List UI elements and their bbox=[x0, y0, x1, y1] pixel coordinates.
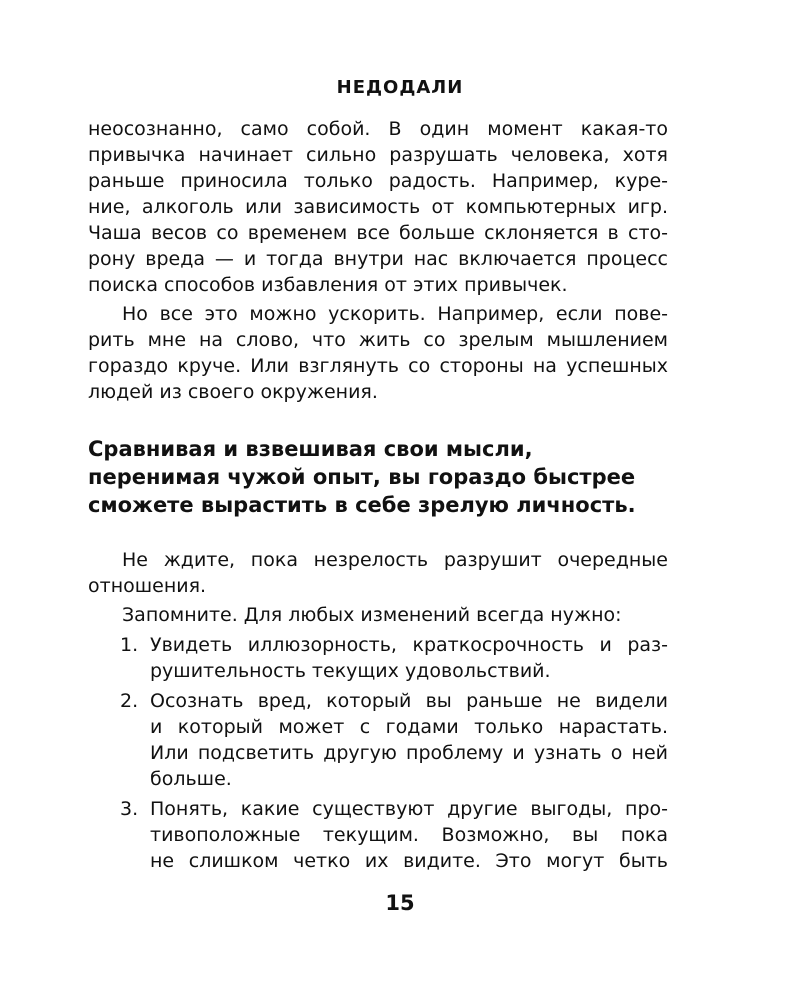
text-line: и который может с годами только нарастать. bbox=[150, 716, 668, 738]
list-item bbox=[88, 796, 668, 874]
list-number: 1. bbox=[120, 634, 139, 656]
text-line: рону вреда — и тогда внутри нас включается процесс bbox=[88, 248, 668, 270]
list-item bbox=[88, 688, 668, 792]
text-line: поиска способов избавления от этих привычек. bbox=[88, 274, 568, 296]
page-number: 15 bbox=[385, 891, 415, 915]
paragraph bbox=[88, 301, 668, 405]
text-line: Но все это можно ускорить. Например, если пове- bbox=[122, 303, 668, 325]
text-line: рушительность текущих удовольствий. bbox=[150, 660, 551, 682]
text-line: неосознанно, само собой. В один момент какая-то bbox=[88, 118, 668, 140]
list-number: 2. bbox=[120, 690, 139, 712]
text-line: людей из своего окружения. bbox=[88, 381, 378, 403]
text-line: больше. bbox=[150, 768, 232, 790]
text-line: Чаша весов со временем все больше склоняется в сто- bbox=[88, 222, 668, 244]
text-line: Осознать вред, который вы раньше не видели bbox=[150, 690, 668, 712]
text-line: Увидеть иллюзорность, краткосрочность и раз- bbox=[150, 634, 668, 656]
text-line: Запомните. Для любых изменений всегда нужно: bbox=[122, 604, 622, 626]
pull-quote-line: сможете вырастить в себе зрелую личность. bbox=[88, 493, 636, 517]
paragraph bbox=[88, 116, 668, 298]
page-body bbox=[88, 116, 668, 874]
text-line: Или подсветить другую проблему и узнать о ней bbox=[150, 742, 668, 764]
paragraph bbox=[88, 602, 668, 628]
paragraph bbox=[88, 547, 668, 599]
numbered-list bbox=[88, 632, 668, 874]
pull-quote-line: перенимая чужой опыт, вы гораздо быстрее bbox=[88, 465, 636, 489]
pull-quote-line: Сравнивая и взвешивая свои мысли, bbox=[88, 437, 533, 461]
text-line: Понять, какие существуют другие выгоды, про- bbox=[150, 798, 668, 820]
list-number: 3. bbox=[120, 798, 139, 820]
list-item bbox=[88, 632, 668, 684]
text-line: привычка начинает сильно разрушать человека, хотя bbox=[88, 144, 668, 166]
pull-quote bbox=[88, 435, 668, 519]
text-line: гораздо круче. Или взглянуть со стороны на успешных bbox=[88, 355, 668, 377]
text-line: рить мне на слово, что жить со зрелым мышлением bbox=[88, 329, 668, 351]
text-line: тивоположные текущим. Возможно, вы пока bbox=[150, 824, 668, 846]
text-line: отношения. bbox=[88, 575, 207, 597]
text-line: не слишком четко их видите. Это могут быть bbox=[150, 850, 668, 872]
text-line: Не ждите, пока незрелость разрушит очередные bbox=[122, 549, 668, 571]
text-line: раньше приносила только радость. Например, куре- bbox=[88, 170, 668, 192]
running-header: НЕДОДАЛИ bbox=[336, 77, 464, 98]
text-line: ние, алкоголь или зависимость от компьютерных игр. bbox=[88, 196, 668, 218]
